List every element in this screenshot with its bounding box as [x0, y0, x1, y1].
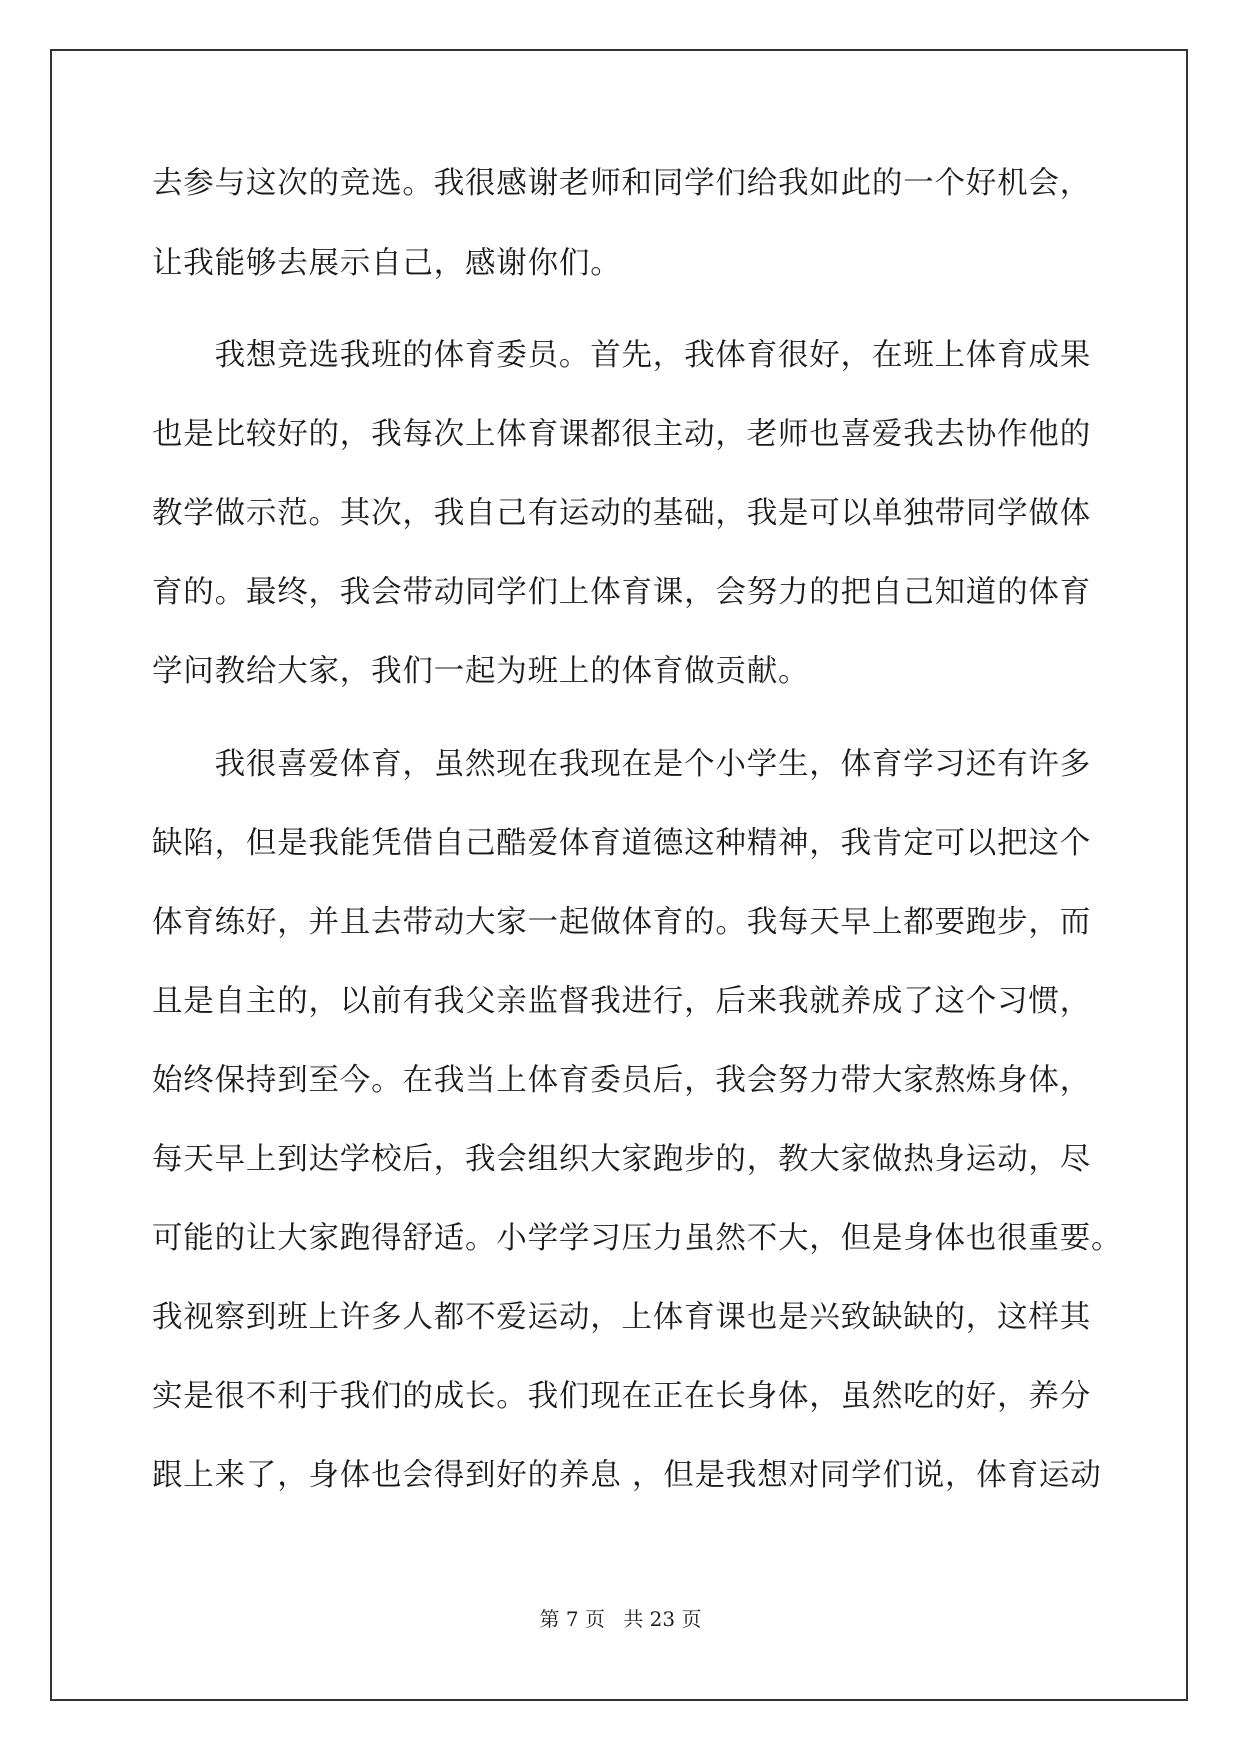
text-line: 实是很不利于我们的成长。我们现在正在长身体，虽然吃的好，养分	[152, 1379, 1091, 1414]
text-line: 育的。最终，我会带动同学们上体育课，会努力的把自己知道的体育	[152, 575, 1091, 610]
text-line: 去参与这次的竞选。我很感谢老师和同学们给我如此的一个好机会，	[152, 166, 1091, 201]
text-line: 体育练好，并且去带动大家一起做体育的。我每天早上都要跑步，而	[152, 905, 1091, 940]
text-line: 始终保持到至今。在我当上体育委员后，我会努力带大家熬炼身体，	[152, 1063, 1091, 1098]
text-line: 且是自主的，以前有我父亲监督我进行，后来我就养成了这个习惯，	[152, 984, 1091, 1019]
page-footer	[0, 1606, 1241, 1632]
text-line: 可能的让大家跑得舒适。小学学习压力虽然不大，但是身体也很重要。	[152, 1221, 1123, 1256]
page-frame	[50, 49, 1188, 1701]
text-line: 每天早上到达学校后，我会组织大家跑步的，教大家做热身运动，尽	[152, 1142, 1091, 1177]
page-total: 共 23 页	[623, 1607, 702, 1631]
text-line: 我想竞选我班的体育委员。首先，我体育很好，在班上体育成果	[152, 338, 1091, 373]
text-line: 让我能够去展示自己，感谢你们。	[152, 246, 622, 281]
text-line: 我视察到班上许多人都不爱运动，上体育课也是兴致缺缺的，这样其	[152, 1300, 1091, 1335]
text-line: 我很喜爱体育，虽然现在我现在是个小学生，体育学习还有许多	[152, 747, 1091, 782]
text-line: 跟上来了，身体也会得到好的养息 ，但是我想对同学们说，体育运动	[152, 1458, 1102, 1493]
text-line: 教学做示范。其次，我自己有运动的基础，我是可以单独带同学做体	[152, 496, 1091, 531]
text-line: 缺陷，但是我能凭借自己酷爱体育道德这种精神，我肯定可以把这个	[152, 826, 1091, 861]
text-line: 学问教给大家，我们一起为班上的体育做贡献。	[152, 654, 810, 689]
text-line: 也是比较好的，我每次上体育课都很主动，老师也喜爱我去协作他的	[152, 417, 1091, 452]
page-number: 第 7 页	[539, 1607, 605, 1631]
